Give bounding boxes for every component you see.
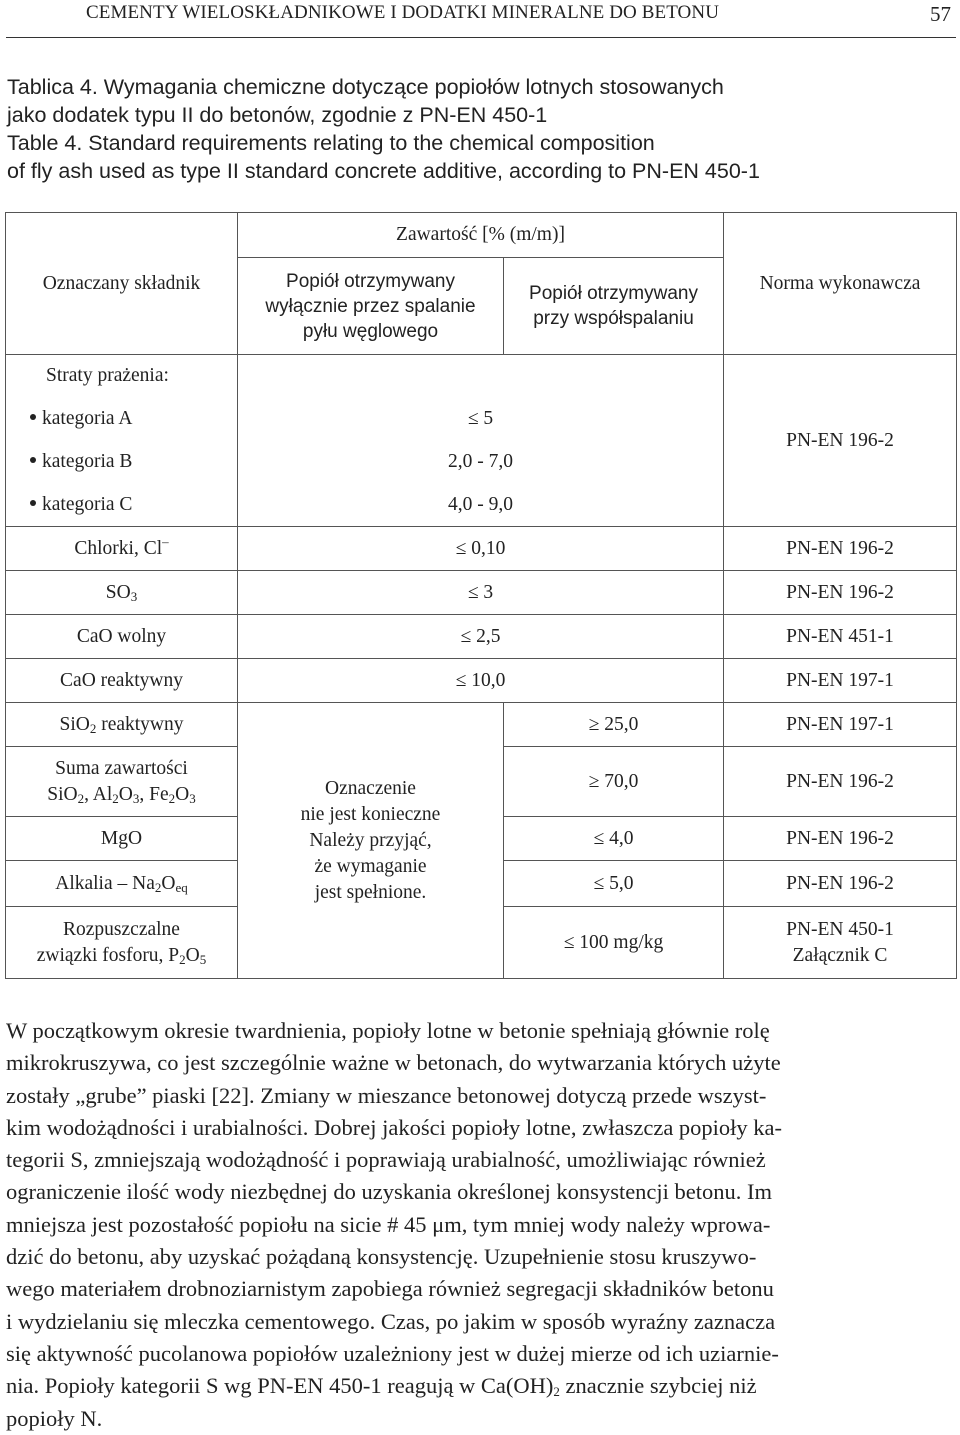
loss-category-a: kategoria A bbox=[6, 398, 238, 441]
sum-oxides-norm: PN-EN 196-2 bbox=[724, 747, 957, 817]
cao-free-norm: PN-EN 451-1 bbox=[724, 615, 957, 659]
alkali-value: ≤ 5,0 bbox=[504, 861, 724, 907]
mgo-value: ≤ 4,0 bbox=[504, 817, 724, 861]
caption-en-line-1: Table 4. Standard requirements relating to the chemical composition bbox=[7, 131, 655, 155]
cao-free-value: ≤ 2,5 bbox=[238, 615, 724, 659]
sio2-reactive-value: ≥ 25,0 bbox=[504, 703, 724, 747]
body-line: i wydzielaniu się mleczka cementowego. Czas, po jakim w sposób wyraźny zaznacza bbox=[6, 1308, 776, 1334]
sum-oxides-value: ≥ 70,0 bbox=[504, 747, 724, 817]
chlorides-value: ≤ 0,10 bbox=[238, 527, 724, 571]
caption-en-line-2: of fly ash used as type II standard concrete additive, according to PN-EN 450-1 bbox=[7, 159, 760, 183]
cao-reactive-label: CaO reaktywny bbox=[6, 659, 238, 703]
note-not-required: Oznaczenie nie jest konieczne Należy przyjąć, że wymaganie jest spełnione. bbox=[238, 703, 504, 979]
running-title: CEMENTY WIELOSKŁADNIKOWE I DODATKI MINERALNE DO BETONU bbox=[86, 2, 720, 23]
loss-on-ignition-label: Straty prażenia: bbox=[6, 355, 238, 398]
body-line: nia. Popioły kategorii S wg PN-EN 450-1 reagują w $Ca(OH)_2$ znacznie szybciej niż bbox=[6, 1373, 757, 1400]
cao-free-label: CaO wolny bbox=[6, 615, 238, 659]
bullet-icon bbox=[30, 500, 36, 506]
requirements-table bbox=[5, 212, 957, 979]
mgo-label: MgO bbox=[6, 817, 238, 861]
caption-pl-line-2: jako dodatek typu II do betonów, zgodnie z PN-EN 450-1 bbox=[7, 103, 548, 127]
so3-label: $SO_3$ bbox=[6, 571, 238, 615]
header-rule bbox=[6, 37, 956, 38]
bullet-icon bbox=[30, 414, 36, 420]
alkali-norm: PN-EN 196-2 bbox=[724, 861, 957, 907]
so3-value: ≤ 3 bbox=[238, 571, 724, 615]
alkali-label: Alkalia – $Na_2O_{eq}$ bbox=[6, 861, 238, 907]
body-line: mikrokruszywa, co jest szczególnie ważne w betonach, do wytwarzania których użyte bbox=[6, 1050, 781, 1076]
header-coal-only: Popiół otrzymywany wyłącznie przez spalanie pyłu węglowego bbox=[238, 258, 504, 355]
body-line: tegorii S, zmniejszają wodożądność i poprawiają urabialność, umożliwiając również bbox=[6, 1147, 766, 1173]
body-line: ograniczenie ilość wody niezbędnej do uzyskania określonej konsystencji betonu. Im bbox=[6, 1179, 773, 1205]
header-standard: Norma wykonawcza bbox=[724, 213, 957, 355]
body-line: mniejsza jest pozostałość popiołu na sicie # 45 μm, tym mniej wody należy wprowa- bbox=[6, 1211, 771, 1237]
body-line: popioły N. bbox=[6, 1405, 103, 1431]
phosphorus-label: Rozpuszczalne związki fosforu, $P_2O_5$ bbox=[6, 907, 238, 979]
body-paragraph bbox=[6, 1015, 956, 1435]
body-line: wego materiałem drobnoziarnistym zapobiega również segregacji składników betonu bbox=[6, 1276, 774, 1302]
chlorides-label: Chlorki, Cl– bbox=[6, 527, 238, 571]
body-line: kim wodożądności i urabialności. Dobrej jakości popioły lotne, zwłaszcza popioły ka- bbox=[6, 1114, 783, 1140]
sio2-reactive-label: SiO$_2$ reaktywny bbox=[6, 703, 238, 747]
mgo-norm: PN-EN 196-2 bbox=[724, 817, 957, 861]
header-cofiring: Popiół otrzymywany przy współspalaniu bbox=[504, 258, 724, 355]
body-line: zostały „grube” piaski [22]. Zmiany w mieszance betonowej dotyczą przede wszyst- bbox=[6, 1082, 767, 1108]
loss-blank bbox=[238, 355, 724, 398]
sum-oxides-label: Suma zawartości SiO$_2$, $Al_2O_3$, $Fe_2O_3$ bbox=[6, 747, 238, 817]
bullet-icon bbox=[30, 457, 36, 463]
loss-category-b: kategoria B bbox=[6, 441, 238, 484]
page-number: 57 bbox=[930, 2, 951, 26]
phosphorus-norm: PN-EN 450-1 Załącznik C bbox=[724, 907, 957, 979]
caption-pl-line-1: Tablica 4. Wymagania chemiczne dotyczące popiołów lotnych stosowanych bbox=[7, 75, 724, 99]
page-header bbox=[0, 0, 960, 40]
cao-reactive-norm: PN-EN 197-1 bbox=[724, 659, 957, 703]
loss-category-c: kategoria C bbox=[6, 484, 238, 527]
phosphorus-value: ≤ 100 mg/kg bbox=[504, 907, 724, 979]
loss-norm: PN-EN 196-2 bbox=[724, 355, 957, 527]
so3-norm: PN-EN 196-2 bbox=[724, 571, 957, 615]
loss-value-a: ≤ 5 bbox=[238, 398, 724, 441]
cao-reactive-value: ≤ 10,0 bbox=[238, 659, 724, 703]
chlorides-norm: PN-EN 196-2 bbox=[724, 527, 957, 571]
body-line: W początkowym okresie twardnienia, popioły lotne w betonie spełniają głównie rolę bbox=[6, 1018, 770, 1043]
body-line: dzić do betonu, aby uzyskać pożądaną konsystencję. Uzupełnienie stosu kruszywo- bbox=[6, 1244, 757, 1270]
loss-value-b: 2,0 - 7,0 bbox=[238, 441, 724, 484]
loss-value-c: 4,0 - 9,0 bbox=[238, 484, 724, 527]
header-content: Zawartość [% (m/m)] bbox=[238, 213, 724, 258]
header-component: Oznaczany składnik bbox=[6, 213, 238, 355]
sio2-reactive-norm: PN-EN 197-1 bbox=[724, 703, 957, 747]
body-line: się aktywność pucolanowa popiołów uzależniony jest w dużej mierze od ich uziarnie- bbox=[6, 1340, 779, 1366]
